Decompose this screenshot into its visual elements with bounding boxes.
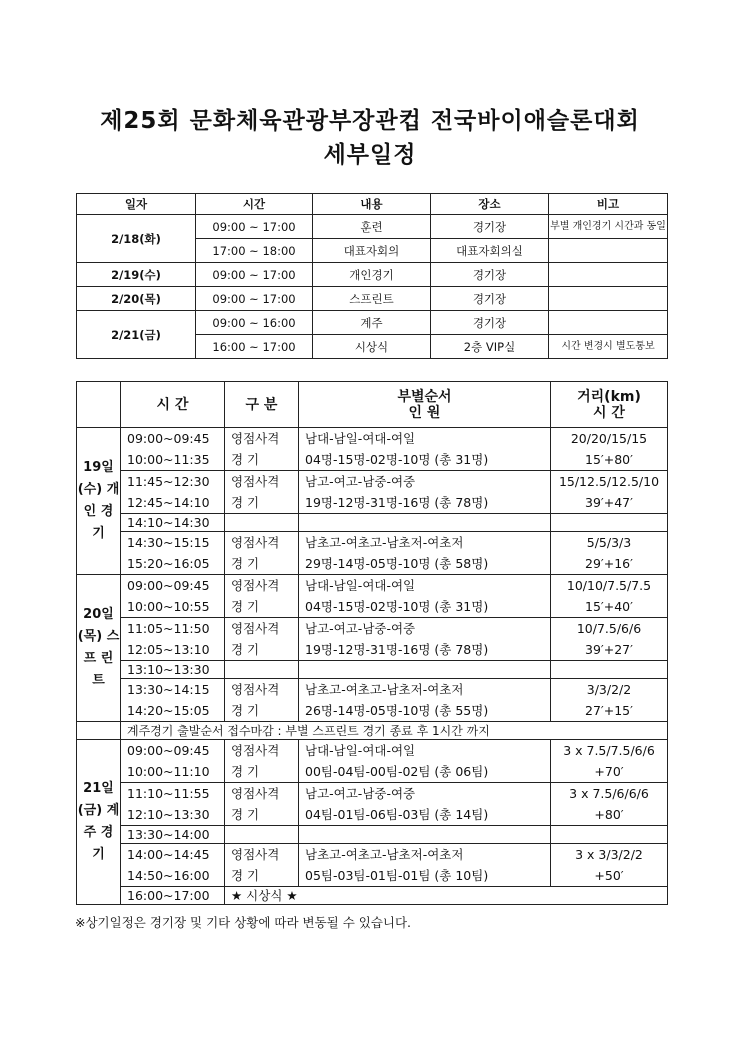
distance-cell xyxy=(551,844,668,887)
document-subtitle: 세부일정 xyxy=(323,142,417,168)
distance-line: 27′+15′ xyxy=(585,703,633,718)
category-cell xyxy=(225,428,299,471)
time-cell xyxy=(121,514,225,532)
order-line: 00팀-04팀-00팀-02팀 (총 06팀) xyxy=(305,764,489,779)
summary-header-row xyxy=(77,194,668,215)
place-cell: 경기장 xyxy=(431,215,549,239)
time-line: 14:30~15:15 xyxy=(127,535,210,550)
time-line: 09:00~09:45 xyxy=(127,743,210,758)
time-cell xyxy=(121,428,225,471)
day-20-label: 20일 (목) 스 프 린 트 xyxy=(77,575,121,722)
detail-table xyxy=(76,381,668,905)
category-cell xyxy=(225,575,299,618)
header-distance xyxy=(551,382,668,428)
header-distance-line1: 거리(km) xyxy=(577,388,641,405)
summary-row xyxy=(77,263,668,287)
distance-line: 29′+16′ xyxy=(585,556,633,571)
header-time: 시 간 xyxy=(121,382,225,428)
time-cell xyxy=(121,575,225,618)
time-line: 15:20~16:05 xyxy=(127,556,210,571)
content-cell: 시상식 xyxy=(313,335,431,359)
distance-line: 15′+40′ xyxy=(585,599,633,614)
order-line: 05팀-03팀-01팀-01팀 (총 10팀) xyxy=(305,868,489,883)
time-line: 13:30~14:15 xyxy=(127,682,210,697)
distance-line: 15′+80′ xyxy=(585,452,633,467)
order-cell xyxy=(299,471,551,514)
header-note: 비고 xyxy=(549,194,668,215)
category-line: 경 기 xyxy=(231,764,260,779)
category-cell xyxy=(225,618,299,661)
time-line: 11:05~11:50 xyxy=(127,621,210,636)
distance-line: 10/7.5/6/6 xyxy=(576,621,642,636)
header-content: 내용 xyxy=(313,194,431,215)
time-line: 10:00~11:35 xyxy=(127,452,210,467)
category-line: 경 기 xyxy=(231,556,260,571)
category-line: 경 기 xyxy=(231,868,260,883)
content-cell: 훈련 xyxy=(313,215,431,239)
time-line: 12:05~13:10 xyxy=(127,642,210,657)
order-line: 남고-여고-남중-여중 xyxy=(305,474,416,489)
distance-line: 20/20/15/15 xyxy=(570,431,648,446)
empty-cell xyxy=(299,661,551,679)
time-cell xyxy=(121,661,225,679)
distance-cell xyxy=(551,575,668,618)
category-line: 영점사격 xyxy=(231,786,280,801)
time-line: 12:45~14:10 xyxy=(127,495,210,510)
time-line: 16:00~17:00 xyxy=(127,888,210,903)
empty-cell xyxy=(77,722,121,740)
document-title: 제25회 문화체육관광부장관컵 전국바이애슬론대회 xyxy=(100,108,640,134)
distance-line: +50′ xyxy=(594,868,624,883)
distance-line: 3 x 7.5/6/6/6 xyxy=(569,786,649,801)
time-cell xyxy=(121,826,225,844)
summary-row xyxy=(77,215,668,239)
distance-line: 10/10/7.5/7.5 xyxy=(566,578,652,593)
time-line: 14:00~14:45 xyxy=(127,847,210,862)
time-line: 11:10~11:55 xyxy=(127,786,210,801)
footnote: ※상기일정은 경기장 및 기타 상황에 따라 변동될 수 있습니다. xyxy=(75,915,412,930)
time-cell xyxy=(121,783,225,826)
distance-cell xyxy=(551,532,668,575)
time-cell xyxy=(121,471,225,514)
empty-cell xyxy=(225,661,299,679)
date-cell: 2/20(목) xyxy=(77,287,196,311)
header-order-line1: 부별순서 xyxy=(397,388,452,405)
schedule-block xyxy=(77,618,668,661)
schedule-block xyxy=(77,679,668,722)
order-line: 남대-남일-여대-여일 xyxy=(305,743,416,758)
order-line: 19명-12명-31명-16명 (총 78명) xyxy=(305,642,489,657)
place-cell: 대표자회의실 xyxy=(431,239,549,263)
category-cell xyxy=(225,679,299,722)
time-line: 13:30~14:00 xyxy=(127,827,210,842)
day-21-label: 21일 (금) 계 주 경 기 xyxy=(77,740,121,905)
order-line: 남초고-여초고-남초저-여초저 xyxy=(305,847,464,862)
empty-cell xyxy=(299,826,551,844)
category-cell xyxy=(225,740,299,783)
empty-cell xyxy=(551,514,668,532)
order-line: 남대-남일-여대-여일 xyxy=(305,578,416,593)
header-date: 일자 xyxy=(77,194,196,215)
time-line: 12:10~13:30 xyxy=(127,807,210,822)
schedule-block xyxy=(77,471,668,514)
date-cell: 2/21(금) xyxy=(77,311,196,359)
category-line: 경 기 xyxy=(231,599,260,614)
order-line: 29명-14명-05명-10명 (총 58명) xyxy=(305,556,489,571)
note-cell: 부별 개인경기 시간과 동일 xyxy=(549,215,668,239)
category-line: 영점사격 xyxy=(231,847,280,862)
order-cell xyxy=(299,428,551,471)
time-cell: 16:00 ~ 17:00 xyxy=(196,335,313,359)
category-line: 경 기 xyxy=(231,642,260,657)
schedule-block xyxy=(77,844,668,887)
content-cell: 스프린트 xyxy=(313,287,431,311)
time-cell: 09:00 ~ 17:00 xyxy=(196,263,313,287)
time-cell: 17:00 ~ 18:00 xyxy=(196,239,313,263)
time-cell: 09:00 ~ 16:00 xyxy=(196,311,313,335)
order-cell xyxy=(299,783,551,826)
note-cell xyxy=(549,263,668,287)
header-place: 장소 xyxy=(431,194,549,215)
time-line: 13:10~13:30 xyxy=(127,662,210,677)
place-cell: 경기장 xyxy=(431,263,549,287)
time-cell xyxy=(121,532,225,575)
date-cell: 2/18(화) xyxy=(77,215,196,263)
time-cell xyxy=(121,740,225,783)
header-blank xyxy=(77,382,121,428)
ceremony-row xyxy=(77,887,668,905)
empty-cell xyxy=(225,514,299,532)
distance-line: 3/3/2/2 xyxy=(586,682,632,697)
date-cell: 2/19(수) xyxy=(77,263,196,287)
break-row xyxy=(77,514,668,532)
time-line: 10:00~10:55 xyxy=(127,599,210,614)
category-line: 영점사격 xyxy=(231,621,280,636)
distance-line: 39′+27′ xyxy=(585,642,633,657)
category-line: 영점사격 xyxy=(231,682,280,697)
empty-cell xyxy=(299,514,551,532)
detail-header-row xyxy=(77,382,668,428)
distance-cell xyxy=(551,471,668,514)
distance-line: 15/12.5/12.5/10 xyxy=(558,474,660,489)
category-line: 영점사격 xyxy=(231,535,280,550)
empty-cell xyxy=(551,661,668,679)
time-cell xyxy=(121,679,225,722)
schedule-block xyxy=(77,575,668,618)
content-cell: 개인경기 xyxy=(313,263,431,287)
schedule-block xyxy=(77,532,668,575)
note-cell xyxy=(549,311,668,335)
distance-line: 39′+47′ xyxy=(585,495,633,510)
time-cell xyxy=(121,618,225,661)
time-line: 14:10~14:30 xyxy=(127,515,210,530)
order-cell xyxy=(299,740,551,783)
order-line: 남고-여고-남중-여중 xyxy=(305,621,416,636)
summary-row xyxy=(77,287,668,311)
distance-line: +80′ xyxy=(594,807,624,822)
distance-cell xyxy=(551,740,668,783)
time-line: 11:45~12:30 xyxy=(127,474,210,489)
order-cell xyxy=(299,844,551,887)
time-cell: 09:00 ~ 17:00 xyxy=(196,215,313,239)
order-line: 26명-14명-05명-10명 (총 55명) xyxy=(305,703,489,718)
distance-line: 5/5/3/3 xyxy=(586,535,632,550)
category-line: 영점사격 xyxy=(231,578,280,593)
order-line: 남초고-여초고-남초저-여초저 xyxy=(305,535,464,550)
summary-table xyxy=(76,193,668,359)
ceremony-cell xyxy=(225,887,668,905)
place-cell: 경기장 xyxy=(431,287,549,311)
order-line: 04명-15명-02명-10명 (총 31명) xyxy=(305,599,489,614)
category-line: 영점사격 xyxy=(231,474,280,489)
distance-cell xyxy=(551,428,668,471)
order-line: 남고-여고-남중-여중 xyxy=(305,786,416,801)
empty-cell xyxy=(551,826,668,844)
notice-row xyxy=(77,722,668,740)
ceremony-label: ★ 시상식 ★ xyxy=(231,888,298,903)
empty-cell xyxy=(225,826,299,844)
category-line: 경 기 xyxy=(231,807,260,822)
category-line: 경 기 xyxy=(231,452,260,467)
distance-cell xyxy=(551,679,668,722)
order-line: 남대-남일-여대-여일 xyxy=(305,431,416,446)
distance-line: 3 x 3/3/2/2 xyxy=(575,847,643,862)
note-cell xyxy=(549,287,668,311)
order-line: 19명-12명-31명-16명 (총 78명) xyxy=(305,495,489,510)
order-line: 남초고-여초고-남초저-여초저 xyxy=(305,682,464,697)
header-category: 구 분 xyxy=(225,382,299,428)
order-cell xyxy=(299,679,551,722)
note-cell xyxy=(549,239,668,263)
order-line: 04명-15명-02명-10명 (총 31명) xyxy=(305,452,489,467)
schedule-block xyxy=(77,740,668,783)
summary-row xyxy=(77,311,668,335)
category-line: 영점사격 xyxy=(231,743,280,758)
time-line: 09:00~09:45 xyxy=(127,431,210,446)
category-line: 경 기 xyxy=(231,703,260,718)
time-line: 10:00~11:10 xyxy=(127,764,210,779)
break-row xyxy=(77,661,668,679)
header-distance-line2: 시 간 xyxy=(593,404,625,421)
distance-cell xyxy=(551,783,668,826)
category-cell xyxy=(225,532,299,575)
order-cell xyxy=(299,532,551,575)
distance-line: +70′ xyxy=(594,764,624,779)
distance-cell xyxy=(551,618,668,661)
distance-line: 3 x 7.5/7.5/6/6 xyxy=(563,743,655,758)
header-order xyxy=(299,382,551,428)
category-cell xyxy=(225,844,299,887)
time-line: 14:50~16:00 xyxy=(127,868,210,883)
header-time: 시간 xyxy=(196,194,313,215)
content-cell: 대표자회의 xyxy=(313,239,431,263)
category-line: 경 기 xyxy=(231,495,260,510)
content-cell: 계주 xyxy=(313,311,431,335)
place-cell: 2층 VIP실 xyxy=(431,335,549,359)
break-row xyxy=(77,826,668,844)
order-cell xyxy=(299,575,551,618)
header-order-line2: 인 원 xyxy=(408,404,441,421)
time-cell xyxy=(121,844,225,887)
place-cell: 경기장 xyxy=(431,311,549,335)
time-cell xyxy=(121,887,225,905)
day-19-label: 19일 (수) 개 인 경 기 xyxy=(77,428,121,575)
relay-notice: 계주경기 출발순서 접수마감 : 부별 스프린트 경기 종료 후 1시간 까지 xyxy=(121,722,668,740)
time-cell: 09:00 ~ 17:00 xyxy=(196,287,313,311)
order-line: 04팀-01팀-06팀-03팀 (총 14팀) xyxy=(305,807,489,822)
note-cell: 시간 변경시 별도통보 xyxy=(549,335,668,359)
category-line: 영점사격 xyxy=(231,431,280,446)
schedule-block xyxy=(77,783,668,826)
time-line: 09:00~09:45 xyxy=(127,578,210,593)
schedule-block xyxy=(77,428,668,471)
category-cell xyxy=(225,471,299,514)
time-line: 14:20~15:05 xyxy=(127,703,210,718)
category-cell xyxy=(225,783,299,826)
order-cell xyxy=(299,618,551,661)
